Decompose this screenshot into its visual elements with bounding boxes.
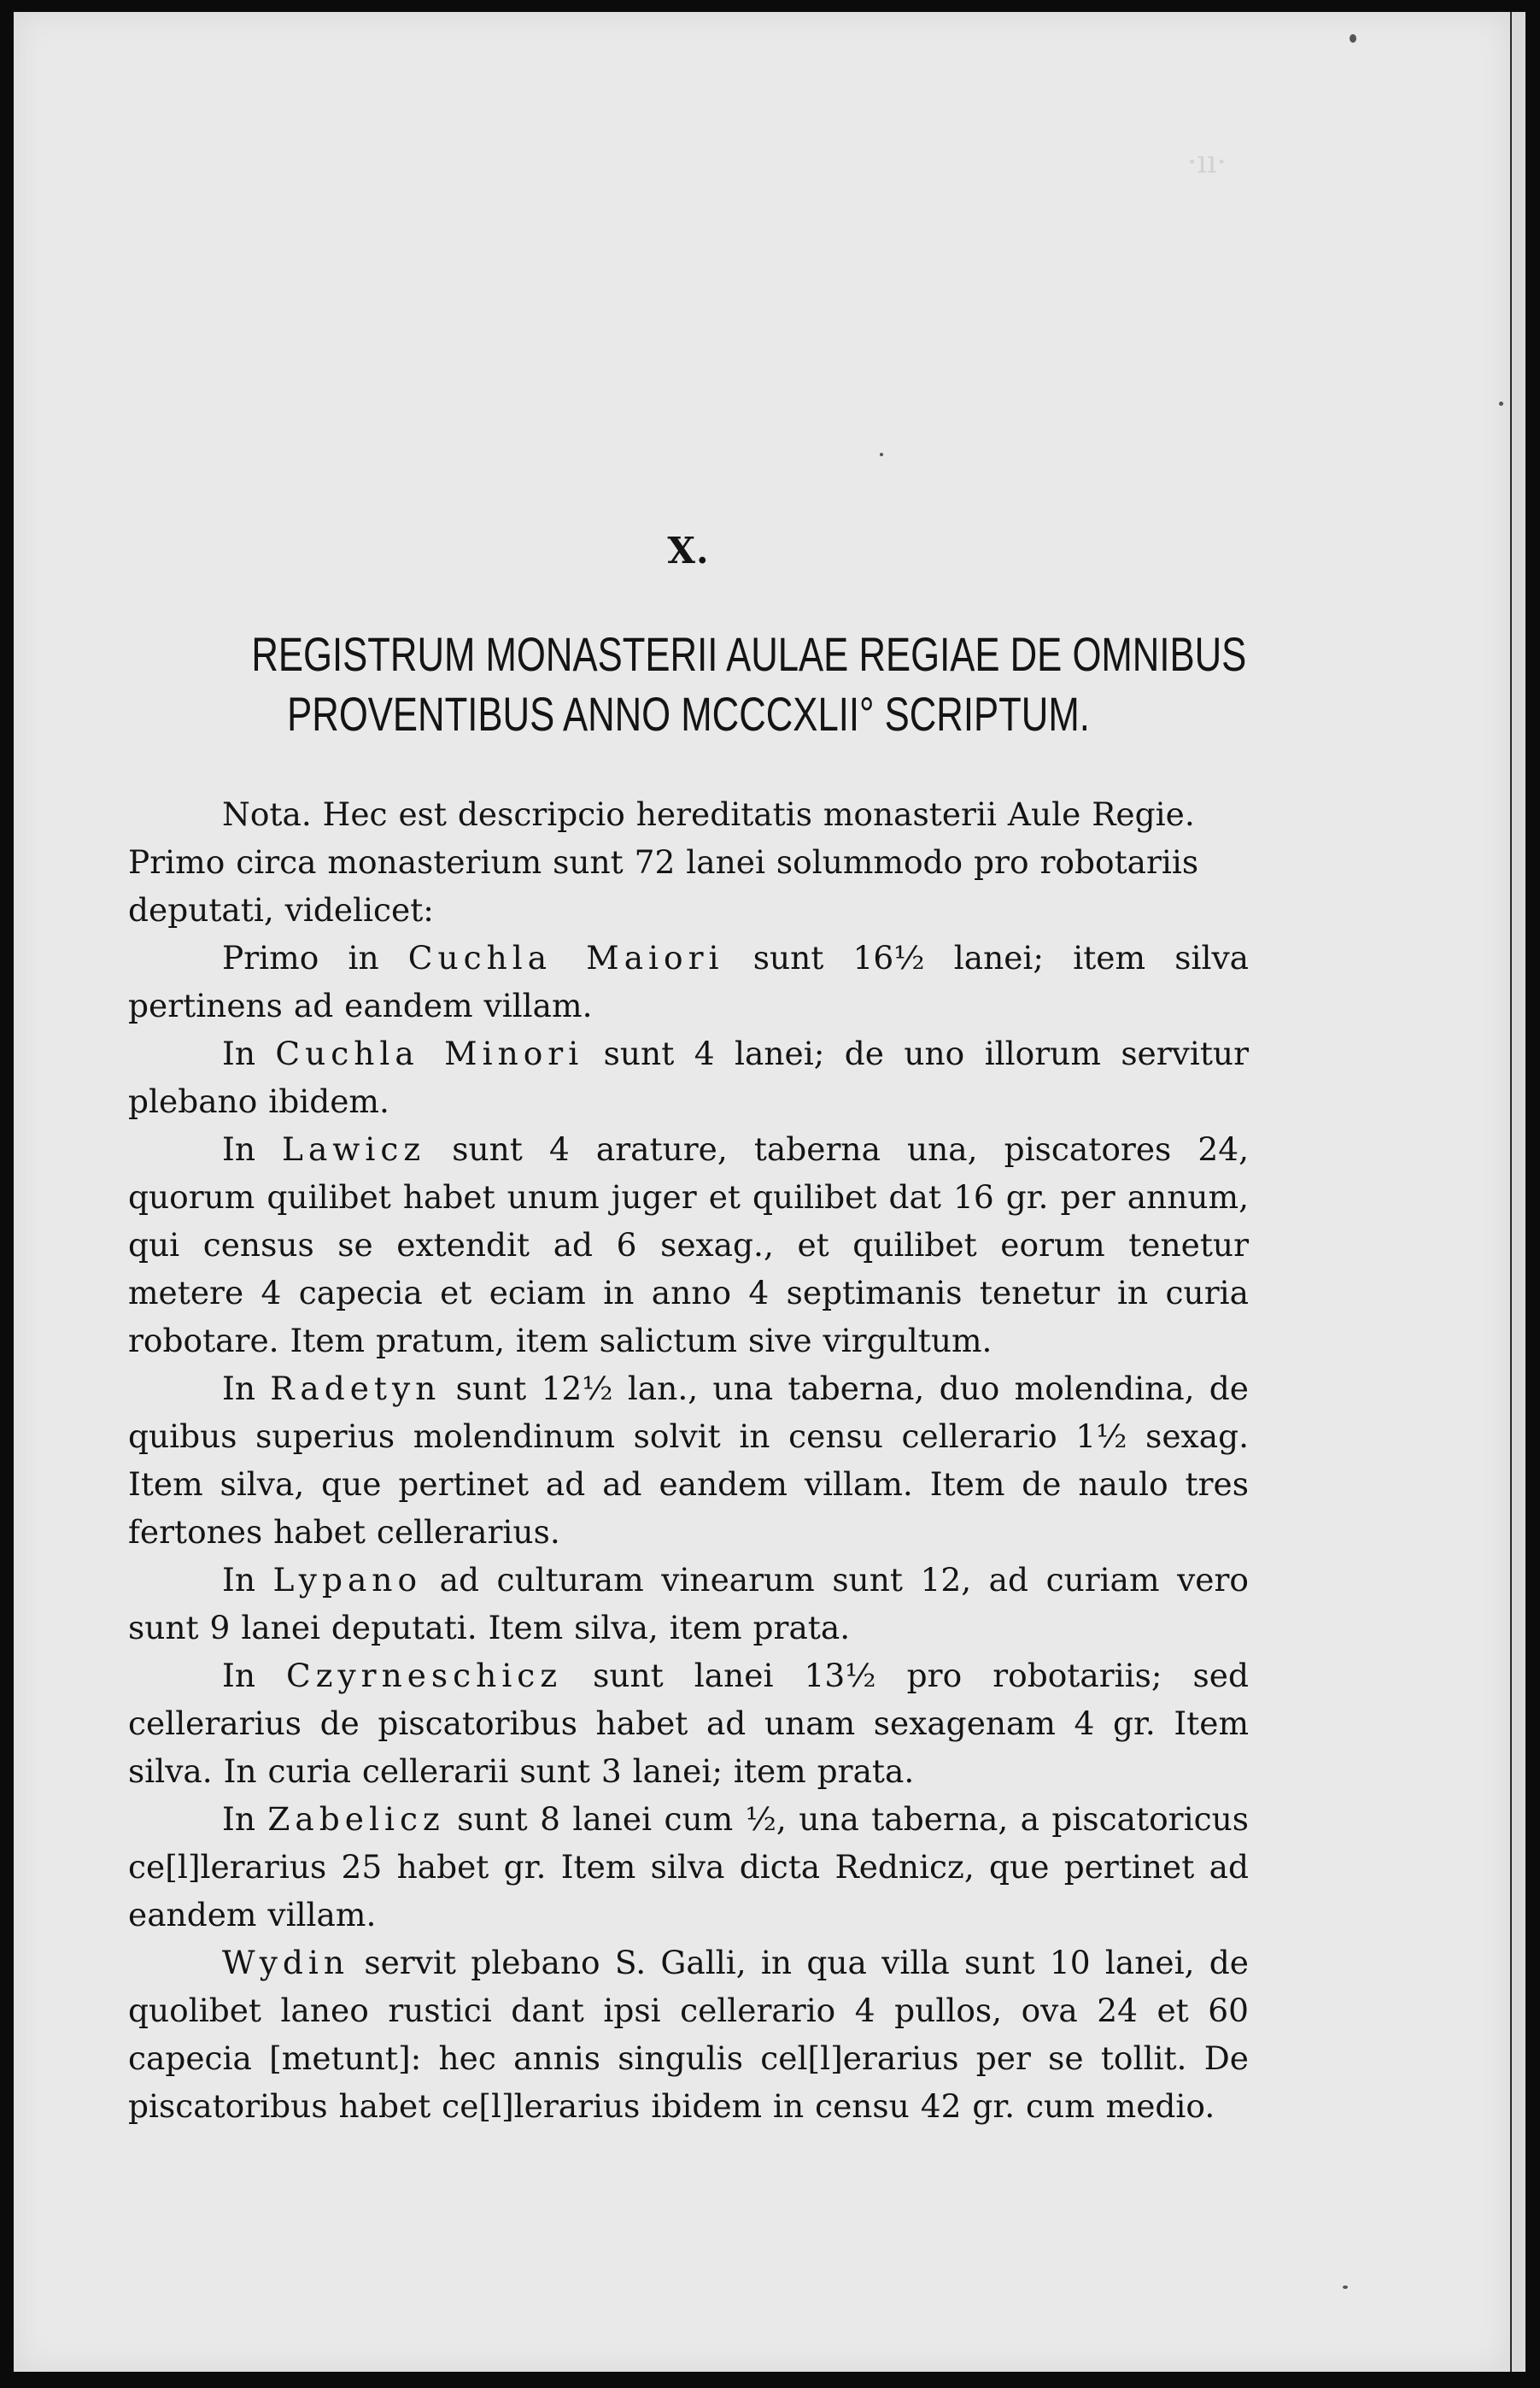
paragraph-radetyn: In Radetyn sunt 12½ lan., una taberna, duo molendina, de quibus superius molendinum solvit in censu cellerario 1½ sexag. Item silva, que pertinet ad ad eandem villam. Item de naulo tres fertones habet cellerarius. [128, 1370, 1250, 1551]
paragraph-lypano: In Lypano ad culturam vinearum sunt 12, ad curiam vero sunt 9 lanei deputati. Item silva, item prata. [128, 1561, 1249, 1646]
paragraph-wydin: Wydin servit plebano S. Galli, in qua villa sunt 10 lanei, de quolibet laneo rustici dant ipsi cellerario 4 pullos, ova 24 et 60 capecia [metunt]: hec annis singulis cel[l]erarius per se tollit. De piscatoribus habet ce[l]lerarius ibidem in censu 42 gr. cum medio. [128, 1944, 1249, 2125]
place-name: Lypano [272, 1561, 423, 1599]
paragraph-cuchla-maiori: Primo in Cuchla Maiori sunt 16½ lanei; item silva pertinens ad eandem villam. [128, 939, 1249, 1024]
speck [880, 453, 883, 456]
speck [1350, 34, 1356, 43]
paragraph-lawicz: In Lawicz sunt 4 arature, taberna una, piscatores 24, quorum quilibet habet unum juger et quilibet dat 16 gr. per annum, qui census se extendit ad 6 sexag., et quilibet eorum tenetur metere 4 capecia et eciam in anno 4 septimanis tenetur in curia robotare. Item pratum, item salictum sive virgultum. [128, 1130, 1249, 1359]
place-name: Zabelicz [267, 1800, 445, 1838]
paragraph-primo: Primo circa monasterium sunt 72 lanei solummodo pro robotariis deputati, videlicet: [128, 843, 1199, 929]
title-line-1: REGISTRUM MONASTERII AULAE REGIAE DE OMNIBUS [251, 627, 1247, 681]
place-name: Cuchla Maiori [407, 939, 724, 977]
document-body [128, 530, 1249, 2130]
place-name: Czyrneschicz [286, 1657, 563, 1694]
speck [1343, 2285, 1348, 2289]
place-name: Wydin [222, 1944, 350, 1981]
title-line-2: PROVENTIBUS ANNO MCCCXLII° SCRIPTUM. [287, 687, 1090, 741]
speck [1499, 402, 1503, 406]
show-through-mark: ·ıı· [1187, 145, 1227, 180]
chapter-title [251, 625, 1247, 744]
register-text [128, 790, 1249, 2130]
paragraph-nota: Nota. Hec est descripcio hereditatis monasterii Aule Regie. [222, 795, 1195, 833]
page-edge [1510, 12, 1525, 2372]
paragraph-zabelicz: In Zabelicz sunt 8 lanei cum ½, una taberna, a piscatoricus ce[l]lerarius 25 habet gr. Item silva dicta Rednicz, que pertinet ad eandem villam. [128, 1800, 1249, 1933]
paragraph-czyrneschicz: In Czyrneschicz sunt lanei 13½ pro robotariis; sed cellerarius de piscatoribus habet ad unam sexagenam 4 gr. Item silva. In curia cellerarii sunt 3 lanei; item prata. [128, 1657, 1249, 1790]
place-name: Radetyn [270, 1370, 442, 1407]
chapter-number: X. [667, 530, 710, 572]
place-name: Lawicz [282, 1130, 426, 1168]
place-name: Cuchla Minori [275, 1035, 584, 1072]
paragraph-cuchla-minori: In Cuchla Minori sunt 4 lanei; de uno illorum servitur plebano ibidem. [128, 1035, 1250, 1120]
